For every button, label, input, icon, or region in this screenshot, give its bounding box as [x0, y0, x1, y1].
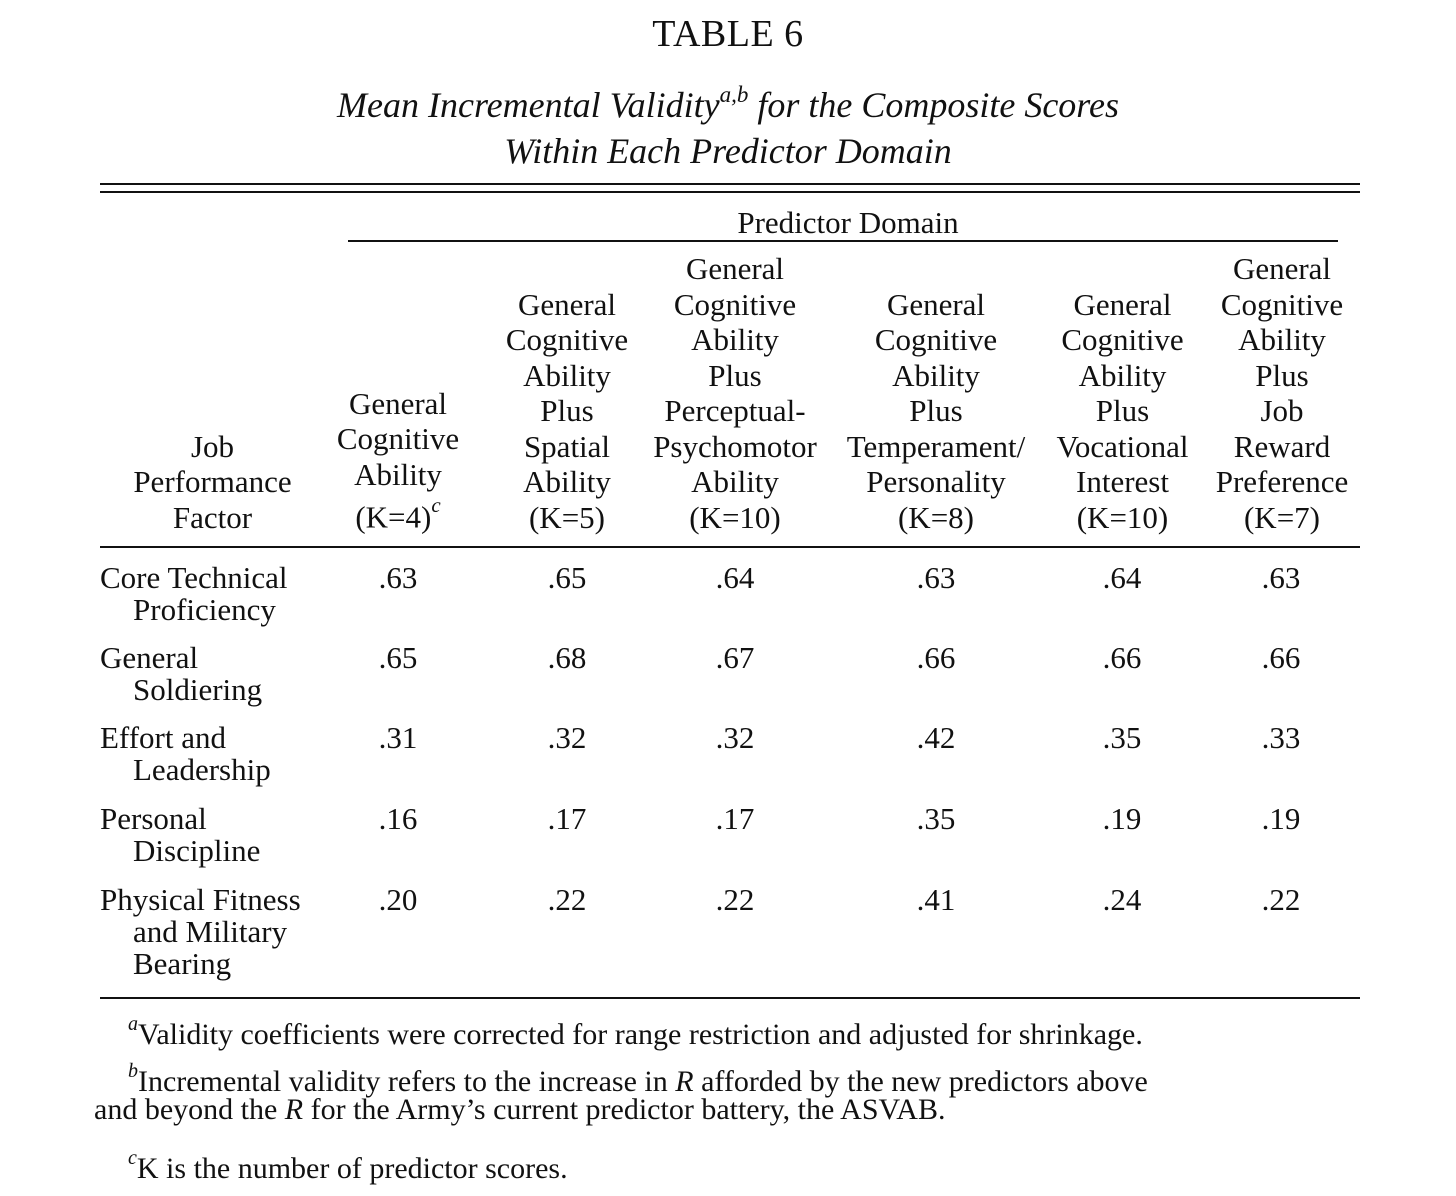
footnote-mark: c	[128, 1147, 137, 1169]
column-header-line: Perceptual-	[664, 393, 806, 428]
column-header-line: Plus	[909, 393, 963, 428]
row-label-line: Core Technical	[100, 560, 288, 595]
footnote-text: Incremental validity refers to the increase in	[138, 1065, 676, 1098]
footnote-text: for the Army’s current predictor battery, the ASVAB.	[303, 1093, 946, 1126]
table-cell: .19	[1102, 801, 1142, 836]
column-header-line: Ability	[892, 357, 980, 393]
table-cell: .66	[1102, 640, 1142, 675]
column-header-line: Cognitive	[673, 286, 797, 322]
table-cell: .32	[715, 720, 755, 755]
title-text-continued: for the Composite Scores	[748, 85, 1119, 125]
column-header-line: Ability	[691, 464, 779, 499]
title-text: Mean Incremental Validity	[337, 85, 720, 125]
footnote-mark-c: c	[431, 493, 441, 518]
footnote-mark: b	[128, 1060, 138, 1082]
column-header-line: General	[1232, 251, 1332, 286]
footnote-c	[128, 1143, 568, 1187]
column-header-1	[318, 250, 478, 535]
row-label-line: Bearing	[133, 946, 232, 981]
table-cell: .17	[547, 801, 587, 836]
column-header-k: (K=8)	[897, 499, 975, 535]
column-header-k: (K=10)	[689, 499, 781, 535]
column-header-line: Plus	[708, 357, 762, 393]
row-label-line: General	[100, 640, 199, 675]
table-cell: .66	[1261, 640, 1301, 675]
row-label-line: Soldiering	[133, 672, 263, 707]
column-header-line: Plus	[540, 393, 594, 428]
row-header-line: Factor	[172, 499, 253, 535]
column-header-line: Personality	[866, 464, 1006, 499]
table-cell: .64	[1102, 560, 1142, 595]
row-label-line: Leadership	[133, 752, 271, 787]
table-cell: .63	[378, 560, 418, 595]
table-cell: .35	[1102, 720, 1142, 755]
column-header-line: Job	[1260, 393, 1304, 428]
predictor-domain-rule	[348, 240, 1338, 242]
table-cell: .42	[916, 720, 956, 755]
column-header-line: Ability	[354, 456, 442, 492]
column-header-line: Ability	[691, 322, 779, 357]
predictor-domain-heading: Predictor Domain	[737, 205, 959, 240]
table-cell: .24	[1102, 882, 1142, 917]
footnote-text: K is the number of predictor scores.	[136, 1152, 568, 1185]
table-cell: .20	[378, 882, 418, 917]
table-cell: .67	[715, 640, 755, 675]
footnote-text: and beyond the	[94, 1093, 285, 1126]
row-header-line: Job	[190, 428, 235, 464]
column-header-line: Plus	[1255, 357, 1309, 393]
column-header-line: Plus	[1095, 393, 1150, 428]
column-header-line: Cognitive	[874, 322, 998, 357]
column-header-line: Psychomotor	[653, 428, 817, 464]
bottom-rule	[100, 997, 1360, 999]
table-cell: .16	[378, 801, 418, 836]
column-header-line: Preference	[1215, 464, 1349, 499]
column-header-k: (K=5)	[528, 499, 606, 535]
footnote-r-symbol: R	[284, 1093, 304, 1126]
column-header-line: Vocational	[1056, 428, 1189, 464]
table-cell: .63	[916, 560, 956, 595]
footnote-text: afforded by the new predictors above	[693, 1065, 1148, 1098]
column-header-k: (K=10)	[1076, 499, 1169, 535]
top-rule-2	[100, 191, 1360, 193]
column-header-line: General	[348, 385, 448, 421]
table-title	[0, 74, 1456, 174]
column-header-line: Cognitive	[1061, 322, 1184, 357]
footnote-a	[128, 1009, 1143, 1053]
row-label-line: Effort and	[100, 720, 226, 755]
table-cell: .31	[378, 720, 418, 755]
row-label	[100, 884, 301, 980]
table-cell: .32	[547, 720, 587, 755]
column-header-line: Interest	[1076, 464, 1169, 499]
column-header-line: Cognitive	[1220, 286, 1344, 322]
column-header-line: General	[886, 286, 986, 322]
row-label-line: Proficiency	[133, 592, 276, 627]
title-footnote-marks: a,b	[719, 82, 749, 107]
column-header-line: Ability	[523, 357, 611, 393]
table-cell: .19	[1261, 801, 1301, 836]
column-header-k	[355, 492, 440, 535]
table-cell: .66	[916, 640, 956, 675]
column-header-line: General	[685, 251, 785, 286]
row-header-line: Performance	[133, 464, 292, 499]
table-cell: .22	[715, 882, 755, 917]
table-cell: .22	[1261, 882, 1301, 917]
column-header-line: General	[1073, 286, 1172, 322]
table-cell: .63	[1261, 560, 1301, 595]
column-header-line: Ability	[523, 464, 611, 499]
footnote-text: Validity coefficients were corrected for range restriction and adjusted for shrinkage.	[138, 1018, 1143, 1051]
column-header-line: Reward	[1233, 428, 1331, 464]
footnote-mark: a	[128, 1013, 138, 1035]
row-label-line: and Military	[133, 914, 288, 949]
title-line-1	[0, 74, 1456, 128]
column-header-5	[1040, 250, 1205, 535]
table-cell: .17	[715, 801, 755, 836]
row-label	[100, 803, 260, 867]
table-cell: .64	[715, 560, 755, 595]
column-header-line: Cognitive	[505, 322, 629, 357]
row-label-line: Personal	[100, 801, 207, 836]
row-label-line: Physical Fitness	[100, 882, 301, 917]
table-cell: .41	[916, 882, 956, 917]
column-header-6	[1203, 250, 1361, 535]
row-label-line: Discipline	[133, 833, 261, 868]
title-line-2: Within Each Predictor Domain	[504, 131, 952, 171]
column-header-k: (K=7)	[1243, 499, 1321, 535]
table-cell: .65	[547, 560, 587, 595]
column-header-3	[640, 250, 830, 535]
table-cell: .65	[378, 640, 418, 675]
table-cell: .68	[547, 640, 587, 675]
top-rule-1	[100, 183, 1360, 185]
table-cell: .35	[916, 801, 956, 836]
k-value: (K=4)	[355, 499, 432, 535]
column-header-line: Temperament/	[846, 428, 1026, 464]
table-cell: .33	[1261, 720, 1301, 755]
footnote-b-line-2	[94, 1092, 945, 1128]
column-header-line: Ability	[1078, 357, 1167, 393]
row-header	[100, 250, 325, 535]
table-cell: .22	[547, 882, 587, 917]
table-number: TABLE 6	[652, 13, 804, 55]
row-label	[100, 722, 271, 786]
column-header-line: Spatial	[523, 428, 611, 464]
column-header-line: General	[517, 286, 617, 322]
row-label	[100, 562, 287, 626]
column-header-4	[836, 250, 1036, 535]
column-header-line: Ability	[1238, 322, 1326, 357]
row-label	[100, 642, 262, 706]
footnote-r-symbol: R	[675, 1065, 694, 1098]
header-rule	[100, 546, 1360, 548]
column-header-line: Cognitive	[336, 421, 460, 457]
column-header-2	[492, 250, 642, 535]
